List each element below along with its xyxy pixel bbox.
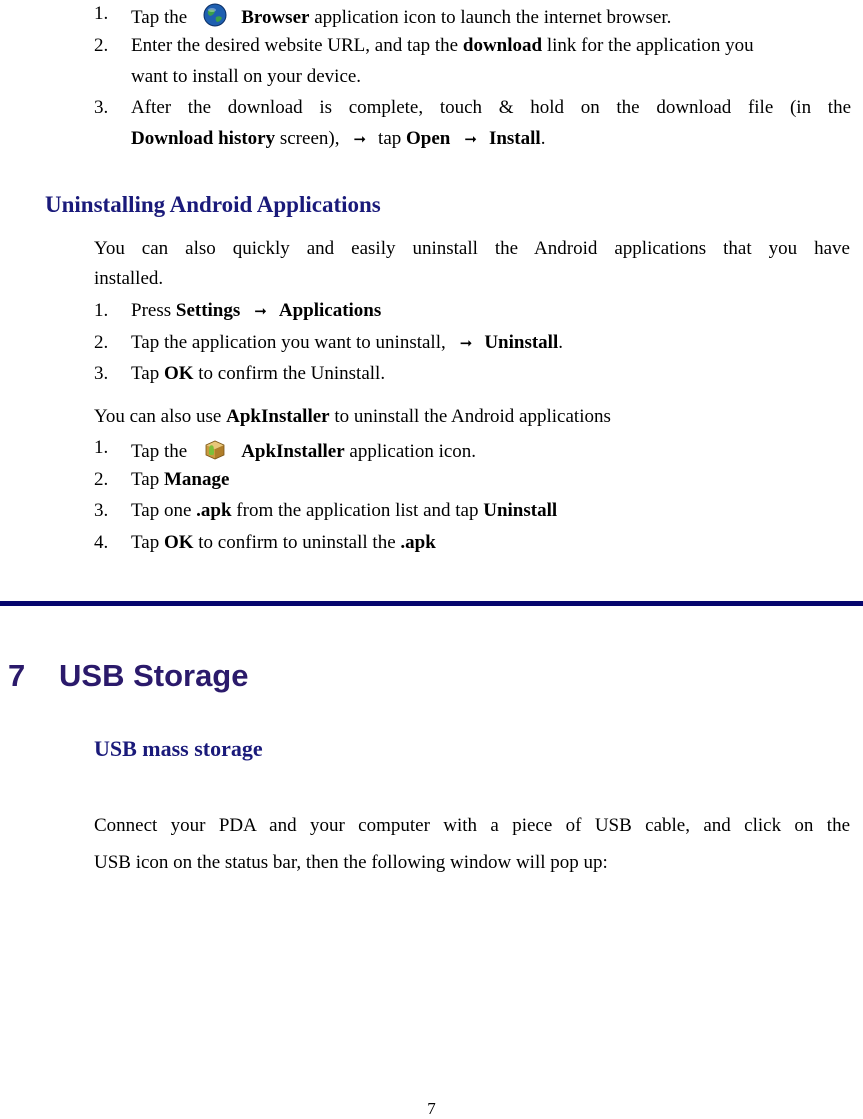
step-number: 3. [94,500,109,521]
step-text: . [540,128,546,149]
step-text: application icon. [344,441,477,462]
package-icon [203,437,227,461]
step-text: Tap the application you want to uninstall, [131,332,446,353]
step-number: 3. [94,363,109,384]
step-text: Tap [131,469,164,490]
step-text: screen), [275,128,340,149]
apk-step-1 [131,437,476,463]
section-divider [0,601,863,606]
right-arrow-icon: ➞ [353,130,367,148]
step-text: tap [378,128,407,149]
step-text: Tap the [131,441,188,462]
step-number: 3. [94,97,109,118]
step-text: from the application list and tap [231,500,484,521]
apk-step-4 [131,532,436,554]
usb-paragraph-line1: Connect your PDA and your computer with a piece of USB cable, and click on the [94,815,850,836]
install-step-3-line2 [131,128,545,150]
apk-intro [94,406,611,428]
right-arrow-icon: ➞ [459,334,473,352]
usb-paragraph-line2: USB icon on the status bar, then the following window will pop up: [94,852,608,873]
step-text: to confirm the Uninstall. [193,363,386,384]
page-number: 7 [427,1099,436,1118]
open-label: Open [406,128,451,149]
manage-label: Manage [163,469,230,490]
step-text: link for the application you [542,35,754,56]
step-text: . [558,332,563,353]
uninstall-label: Uninstall [483,500,558,521]
install-step-2-line2: want to install on your device. [131,66,362,87]
step-text: Tap [131,532,164,553]
applications-label: Applications [278,300,382,321]
ok-label: OK [163,532,194,553]
step-number: 1. [94,3,109,24]
step-number: 1. [94,300,109,321]
section-heading: Uninstalling Android Applications [45,192,381,217]
step-text: to uninstall the Android applications [329,406,611,427]
step-text: Press [131,300,176,321]
install-step-3-line1: After the download is complete, touch & hold on the download file (in the [131,97,851,118]
install-step-2-line1 [131,35,754,57]
install-step-1 [131,3,671,29]
step-number: 2. [94,469,109,490]
install-label: Install [488,128,541,149]
apk-label: .apk [400,532,436,553]
chapter-number: 7 [8,658,26,693]
step-text: application icon to launch the internet browser. [309,7,672,28]
download-label: download [462,35,543,56]
uninstall-step-2 [131,332,563,354]
globe-icon [203,3,227,27]
step-number: 2. [94,332,109,353]
step-text: to confirm to uninstall the [193,532,401,553]
uninstall-label: Uninstall [484,332,559,353]
settings-label: Settings [175,300,241,321]
right-arrow-icon: ➞ [254,302,267,320]
download-history-label: Download history [131,128,276,149]
ok-label: OK [163,363,194,384]
apk-label: .apk [196,500,232,521]
browser-label: Browser [241,7,310,28]
apk-step-2 [131,469,229,491]
step-number: 1. [94,437,109,458]
uninstall-step-1 [131,300,381,322]
apkinstaller-label: ApkInstaller [226,406,330,427]
step-text: Tap [131,363,164,384]
apk-step-3 [131,500,557,522]
step-text: Tap one [131,500,197,521]
uninstall-step-3 [131,363,385,385]
step-text: You can also use [94,406,227,427]
uninstall-intro-line1: You can also quickly and easily uninstall the Android applications that you have [94,238,850,259]
step-number: 4. [94,532,109,553]
step-text: Enter the desired website URL, and tap the [131,35,463,56]
step-number: 2. [94,35,109,56]
uninstall-intro-line2: installed. [94,268,164,289]
subsection-heading: USB mass storage [94,736,263,761]
step-text: Tap the [131,7,188,28]
right-arrow-icon: ➞ [464,130,477,148]
apkinstaller-label: ApkInstaller [241,441,345,462]
chapter-title: USB Storage [59,658,249,693]
